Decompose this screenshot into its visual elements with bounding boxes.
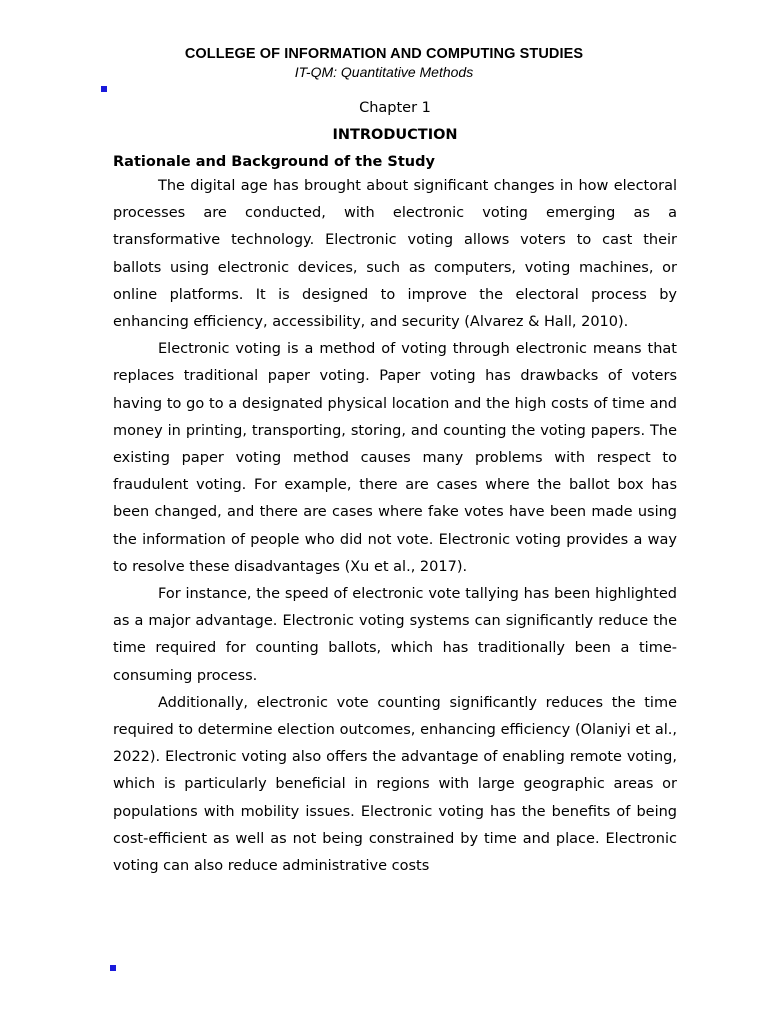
page-header bbox=[0, 45, 768, 81]
section-heading: Rationale and Background of the Study bbox=[113, 154, 435, 170]
paragraph-1: The digital age has brought about significant changes in how electoral processes are conducted, with electronic voting emerging as a transformative technology. Electronic voting allows voters to cast their ballots using electronic devices, such as computers, voting machines, or online platforms. It is designed to improve the electoral process by enhancing efficiency, accessibility, and security (Alvarez & Hall, 2010). bbox=[113, 178, 677, 331]
course-title: IT-QM: Quantitative Methods bbox=[294, 64, 474, 80]
document-body bbox=[113, 96, 677, 880]
chapter-label: Chapter 1 bbox=[359, 100, 431, 116]
paragraph-4: Additionally, electronic vote counting significantly reduces the time required to determine election outcomes, enhancing efficiency (Olaniyi et al., 2022). Electronic voting also offers the advantage of enabling remote voting, which is particularly beneficial in regions with large geographic areas or populations with mobility issues. Electronic voting has the benefits of being cost-efficient as well as not being constrained by time and place. Electronic voting can also reduce administrative costs bbox=[113, 694, 677, 875]
top-anchor-marker bbox=[101, 86, 107, 92]
bottom-anchor-marker bbox=[110, 965, 116, 971]
paragraph-3: For instance, the speed of electronic vote tallying has been highlighted as a major advantage. Electronic voting systems can significantly reduce the time required for counting ballots, which has traditionally been a time-consuming process. bbox=[113, 586, 677, 684]
college-name: COLLEGE OF INFORMATION AND COMPUTING STUDIES bbox=[184, 46, 584, 62]
chapter-title: INTRODUCTION bbox=[332, 127, 458, 143]
paragraph-2: Electronic voting is a method of voting through electronic means that replaces traditional paper voting. Paper voting has drawbacks of voters having to go to a designated physical location and the high costs of time and money in printing, transporting, storing, and counting the voting papers. The existing paper voting method causes many problems with respect to fraudulent voting. For example, there are cases where the ballot box has been changed, and there are cases where fake votes have been made using the information of people who did not vote. Electronic voting provides a way to resolve these disadvantages (Xu et al., 2017). bbox=[113, 341, 677, 575]
